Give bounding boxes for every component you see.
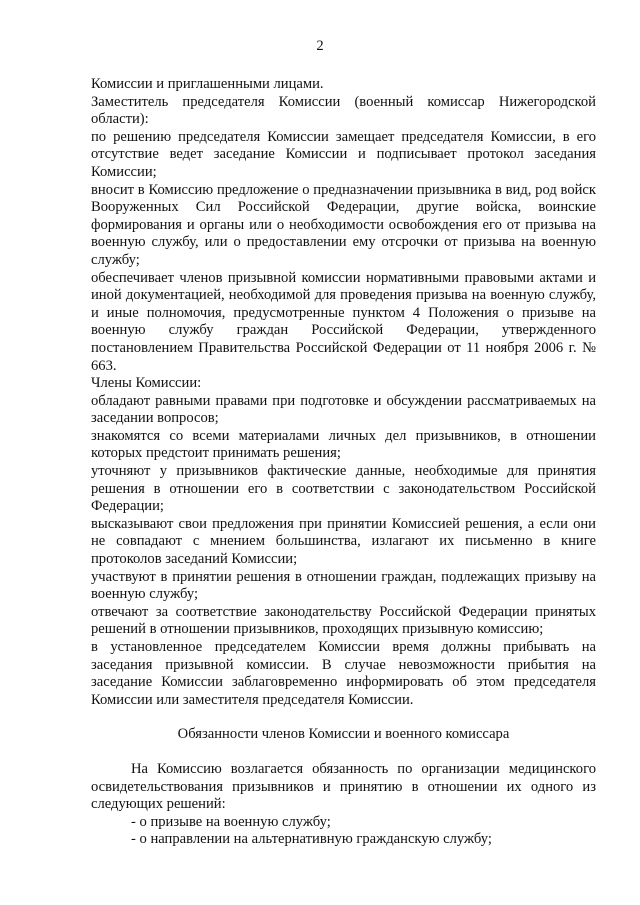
paragraph: Комиссии и приглашенными лицами. (91, 76, 324, 92)
document-body (91, 76, 596, 849)
paragraph: обладают равными правами при подготовке и обсуждении рассматриваемых на заседании вопросов; (91, 392, 596, 427)
paragraph: высказывают свои предложения при принятии Комиссией решения, а если они не совпадают с мнением большинства, излагают их письменно в книге протоколов заседаний Комиссии; (91, 515, 596, 568)
list-item: - о призыве на военную службу; (131, 813, 331, 830)
paragraph: отвечают за соответствие законодательству Российской Федерации принятых решений в отношении призывников, проходящих призывную комиссию; (91, 603, 596, 638)
intro-paragraph: На Комиссию возлагается обязанность по организации медицинского освидетельствования призывников и принятию в отношении их одного из следующих решений: (91, 760, 596, 813)
paragraph: знакомятся со всеми материалами личных дел призывников, в отношении которых предстоит принимать решения; (91, 427, 596, 462)
list-item: - о направлении на альтернативную гражданскую службу; (131, 831, 492, 848)
paragraph: участвуют в принятии решения в отношении граждан, подлежащих призыву на военную службу; (91, 568, 596, 603)
paragraph: по решению председателя Комиссии замещает председателя Комиссии, в его отсутствие ведет заседание Комиссии и подписывает протокол заседания Комиссии; (91, 128, 596, 180)
paragraph: Заместитель председателя Комиссии (военный комиссар Нижегородской области): (91, 93, 596, 128)
page-number: 2 (316, 38, 324, 54)
section-heading: Обязанности членов Комиссии и военного комиссара (177, 726, 510, 743)
paragraph: вносит в Комиссию предложение о предназначении призывника в вид, род войск Вооруженных Сил Российской Федерации, другие войска, воинские формирования и органы или о необходимости освобождения его от призыва на военную службу, или о предоставлении ему отсрочки от призыва на военную службу; (91, 181, 596, 268)
paragraph: Члены Комиссии: (91, 375, 202, 392)
paragraph: уточняют у призывников фактические данные, необходимые для принятия решения в отношении его в соответствии с законодательством Российской Федерации; (91, 463, 596, 515)
paragraph: в установленное председателем Комиссии время должны прибывать на заседания призывной комиссии. В случае невозможности прибытия на заседание Комиссии заблаговременно информировать об этом председателя Комиссии или заместителя председателя Комиссии. (91, 639, 596, 708)
paragraph: обеспечивает членов призывной комиссии нормативными правовыми актами и иной документацией, необходимой для проведения призыва на военную службу, и иные полномочия, предусмотренные пунктом 4 Положения о призыве на военную службу граждан Российской Федерации, утвержденного постановлением Правительства Российской Федерации от 11 ноября 2006 г. № 663. (91, 269, 596, 374)
